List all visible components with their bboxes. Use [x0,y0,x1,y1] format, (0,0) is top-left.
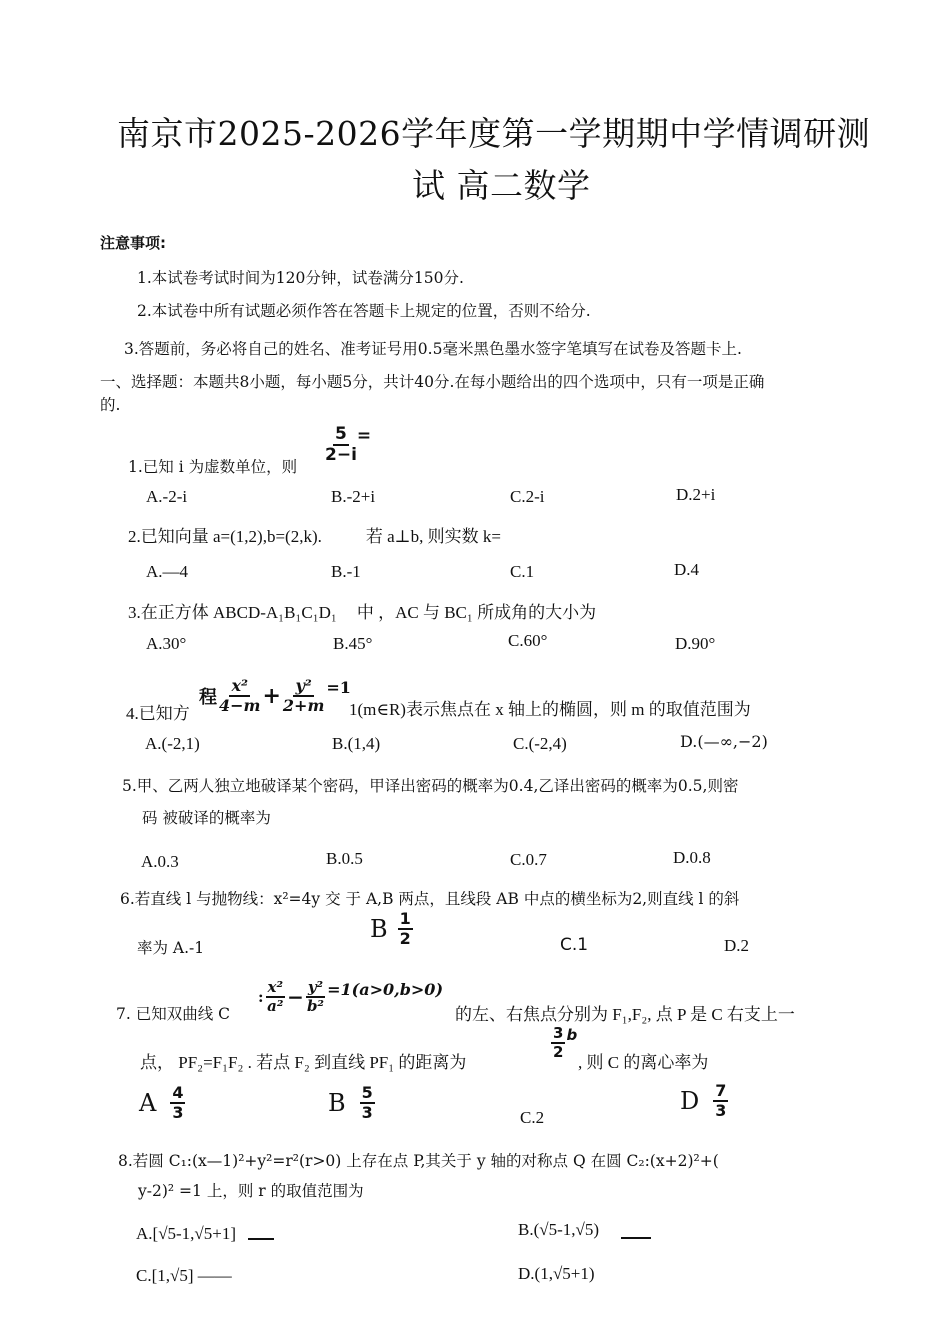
q7-option-a [139,1085,185,1121]
q7-option-a-den: 3 [172,1103,184,1122]
section-heading-line1: 一、选择题：本题共8小题，每小题5分，共计40分.在每小题给出的四个选项中，只有一项是正确 [100,373,765,391]
q3-option-a: A.30° [146,634,187,653]
q7-line2-rest: , 则 C 的离心率为 [578,1053,709,1072]
q8-option-b-answer-line [621,1237,651,1239]
q3-option-c: C.60° [508,631,548,650]
q5-line2: 码 被破译的概率为 [142,809,271,827]
q4-y-num: y² [295,676,312,695]
q4-option-b: B.(1,4) [332,734,381,753]
q7-option-a-num: 4 [172,1083,184,1102]
q7-line2: 点， PF₂=F₁F₂ . 若点 F₂ 到直线 PF₁ 的距离为 [140,1053,467,1072]
q7-x-den: a² [267,997,284,1015]
q4-plus: + [262,683,281,709]
q7-y-den: b² [306,997,324,1015]
q8-option-d: D.(1,√5+1) [518,1264,595,1283]
q2-option-a: A.—4 [146,562,189,581]
q3-stem-b: 中 ，AC 与 BC₁ 所成角的大小为 [356,603,597,622]
q1-option-c: C.2-i [510,487,545,506]
q6-line2-option-a: 率为 A.-1 [137,939,205,957]
q4-option-c: C.(-2,4) [513,734,567,753]
q2-option-b: B.-1 [331,562,361,581]
q8-option-b [518,1220,651,1240]
q7-x-num: x² [267,978,284,996]
q7-option-d-den: 3 [715,1101,727,1120]
q7-dist-den: 2 [553,1043,564,1061]
q6-option-d: D.2 [724,936,750,955]
q4-equation-image [199,678,351,714]
q7-option-c: C.2 [520,1108,545,1127]
q7-dist-var: b [566,1026,578,1044]
q8-option-c: C.[1,√5] —— [136,1266,232,1285]
q5-option-c: C.0.7 [510,850,547,869]
q8-option-a-answer-line [248,1238,274,1240]
notice-item-2: 2.本试卷中所有试题必须作答在答题卡上规定的位置，否则不给分. [137,302,591,320]
q7-equation-image [258,980,443,1014]
q1-stem: 1.已知 i 为虚数单位，则 [128,458,298,476]
q7-option-a-letter: A [139,1089,157,1117]
q6-option-b-den: 2 [399,929,411,948]
q8-line2: y-2)² =1 上，则 r 的取值范围为 [138,1182,364,1200]
page-title-line2: 试 高二数学 [412,166,591,205]
q3-stem [128,598,596,623]
q7-option-d [680,1083,728,1119]
page-title-line1: 南京市2025-2026学年度第一学期期中学情调研测 [117,114,871,153]
q6-option-b [370,911,413,947]
q5-option-a: A.0.3 [141,852,179,871]
q6-option-b-num: 1 [399,909,411,928]
q2-option-d: D.4 [674,560,700,579]
q7-option-d-letter: D [680,1087,700,1115]
q4-x-num: x² [231,676,248,695]
q7-minus: − [287,985,304,1009]
q7-distance-fraction [551,1026,577,1060]
q4-eq1: =1 [326,678,351,697]
q1-equals: = [356,426,372,446]
notice-item-3: 3.答题前，务必将自己的姓名、准考证号用0.5毫米黑色墨水签字笔填写在试卷及答题卡上. [124,340,742,358]
q8-line1: 8.若圆 C₁:(x—1)²+y²=r²(r>0) 上存在点 P,其关于 y 轴的对称点 Q 在圆 C₂:(x+2)²+( [118,1152,719,1170]
q7-option-b-letter: B [328,1089,346,1117]
q4-y-den: 2+m [282,696,325,715]
q5-line1: 5.甲、乙两人独立地破译某个密码，甲译出密码的概率为0.4,乙译出密码的概率为0.5,则密 [122,777,739,795]
q3-option-b: B.45° [333,634,373,653]
q6-option-c: C.1 [560,935,589,955]
q1-fraction [325,426,371,464]
q2-stem-text: 2.已知向量 a=(1,2),b=(2,k). [128,527,322,546]
q7-option-b-num: 5 [361,1083,373,1102]
q7-option-b [328,1085,375,1121]
q3-stem-a: 3.在正方体 ABCD-A₁B₁C₁D₁ [128,603,337,622]
q4-x-den: 4−m [219,696,261,715]
q2-option-c: C.1 [510,562,535,581]
q7-condition: =1(a>0,b>0) [327,980,444,999]
q7-dist-num: 3 [553,1024,564,1042]
q1-frac-den: 2−i [325,445,357,465]
q1-option-d: D.2+i [676,485,716,504]
q7-option-b-den: 3 [361,1103,373,1122]
q4-option-a: A.(-2,1) [145,734,200,753]
q4-stem-rest: 1(m∈R)表示焦点在 x 轴上的椭圆，则 m 的取值范围为 [349,700,751,719]
q7-stem: 7. 已知双曲线 C [116,1005,231,1023]
notice-item-1: 1.本试卷考试时间为120分钟，试卷满分150分. [137,269,464,287]
q1-frac-num: 5 [335,424,347,444]
q5-option-b: B.0.5 [326,849,363,868]
q1-option-b: B.-2+i [331,487,376,506]
q6-line1: 6.若直线 l 与抛物线：x²=4y 交 于 A,B 两点，且线段 AB 中点的横坐标为2,则直线 l 的斜 [120,890,740,908]
q7-stem-rest: 的左、右焦点分别为 F₁,F₂, 点 P 是 C 右支上一 [455,1005,795,1024]
section-heading-line2: 的. [100,396,121,414]
q7-option-d-num: 7 [715,1081,727,1100]
q8-option-a-text: A.[√5-1,√5+1] [136,1224,237,1243]
q7-colon: : [258,988,264,1006]
q3-option-d: D.90° [675,634,716,653]
q2-stem [128,522,501,547]
notice-heading: 注意事项: [100,234,166,252]
q8-option-a [136,1224,274,1244]
q6-option-b-letter: B [370,915,388,943]
q1-option-a: A.-2-i [146,487,188,506]
q2-condition: 若 a⊥b, 则实数 k= [365,527,501,546]
q5-option-d: D.0.8 [673,848,711,867]
q4-stem: 4.已知方 [126,704,190,723]
q8-option-b-text: B.(√5-1,√5) [518,1220,599,1239]
q4-option-d: D.(—∞,−2) [680,732,768,751]
q4-equation-char: 程 [199,687,217,708]
q7-y-num: y² [307,978,324,996]
